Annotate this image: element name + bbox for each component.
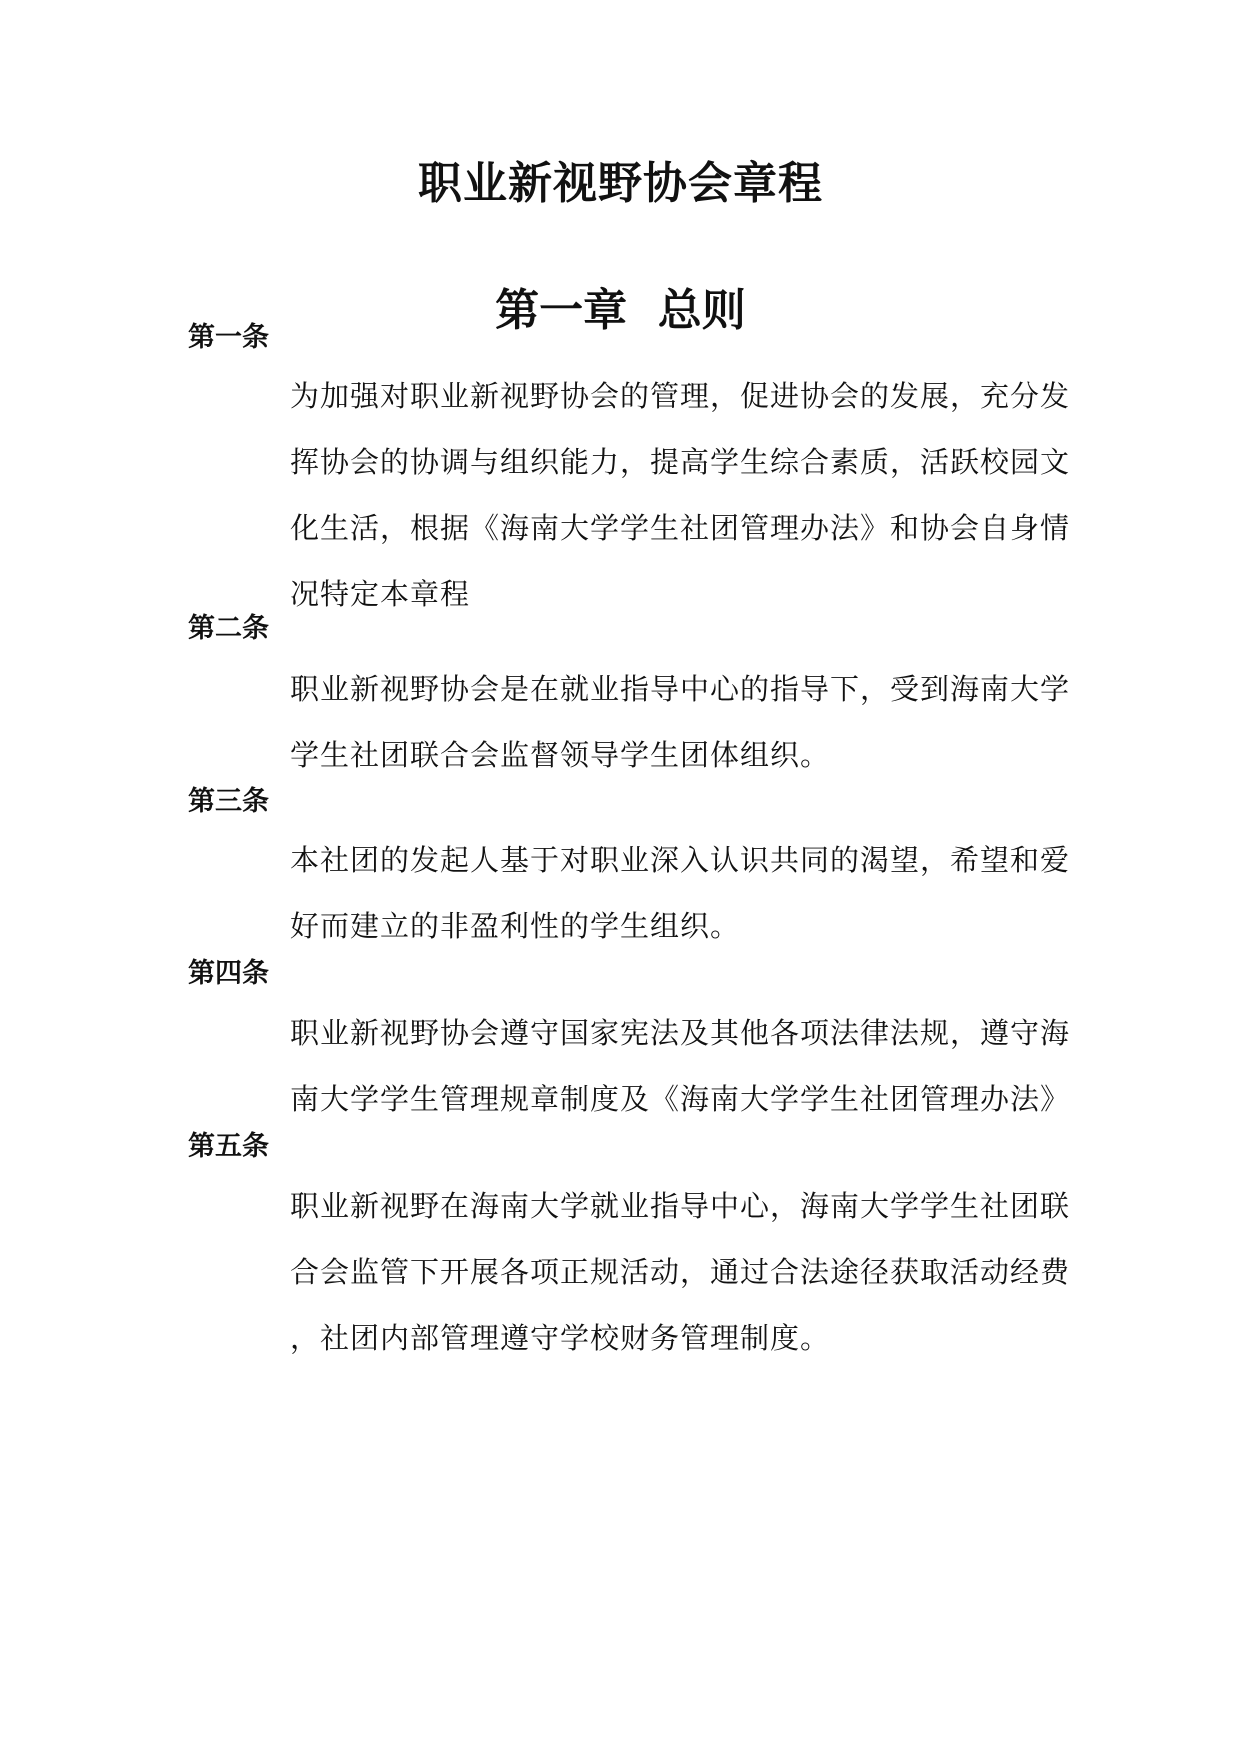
document-title: 职业新视野协会章程 xyxy=(418,158,823,209)
article-1-line-3: 化生活，根据《海南大学学生社团管理办法》和协会自身情 xyxy=(290,511,1071,545)
article-5-line-1: 职业新视野在海南大学就业指导中心，海南大学学生社团联 xyxy=(290,1189,1071,1223)
article-1-body xyxy=(290,363,1071,627)
article-2-heading: 第二条 xyxy=(188,613,269,644)
article-5-line-2: 合会监管下开展各项正规活动，通过合法途径获取活动经费 xyxy=(290,1255,1071,1289)
chapter-title: 第一章 总则 xyxy=(495,285,746,336)
article-3-body xyxy=(290,827,1071,959)
article-4-line-2: 南大学学生管理规章制度及《海南大学学生社团管理办法》 xyxy=(290,1082,1071,1116)
article-4-body xyxy=(290,1000,1071,1132)
article-1-heading: 第一条 xyxy=(188,322,269,353)
article-3-line-1: 本社团的发起人基于对职业深入认识共同的渴望，希望和爱 xyxy=(290,843,1071,877)
article-5-body xyxy=(290,1173,1071,1371)
article-3-heading: 第三条 xyxy=(188,786,269,817)
article-5-line-3: ，社团内部管理遵守学校财务管理制度。 xyxy=(290,1321,831,1355)
article-4-line-1: 职业新视野协会遵守国家宪法及其他各项法律法规，遵守海 xyxy=(290,1016,1071,1050)
article-1-line-2: 挥协会的协调与组织能力，提高学生综合素质，活跃校园文 xyxy=(290,445,1071,479)
article-3-line-2: 好而建立的非盈利性的学生组织。 xyxy=(290,909,741,943)
article-2-line-2: 学生社团联合会监督领导学生团体组织。 xyxy=(290,738,831,772)
article-1-line-1: 为加强对职业新视野协会的管理，促进协会的发展，充分发 xyxy=(290,379,1071,413)
article-4-heading: 第四条 xyxy=(188,958,269,989)
article-1-line-4: 况特定本章程 xyxy=(290,577,471,611)
article-2-body xyxy=(290,656,1071,788)
article-2-line-1: 职业新视野协会是在就业指导中心的指导下，受到海南大学 xyxy=(290,672,1071,706)
article-5-heading: 第五条 xyxy=(188,1131,269,1162)
